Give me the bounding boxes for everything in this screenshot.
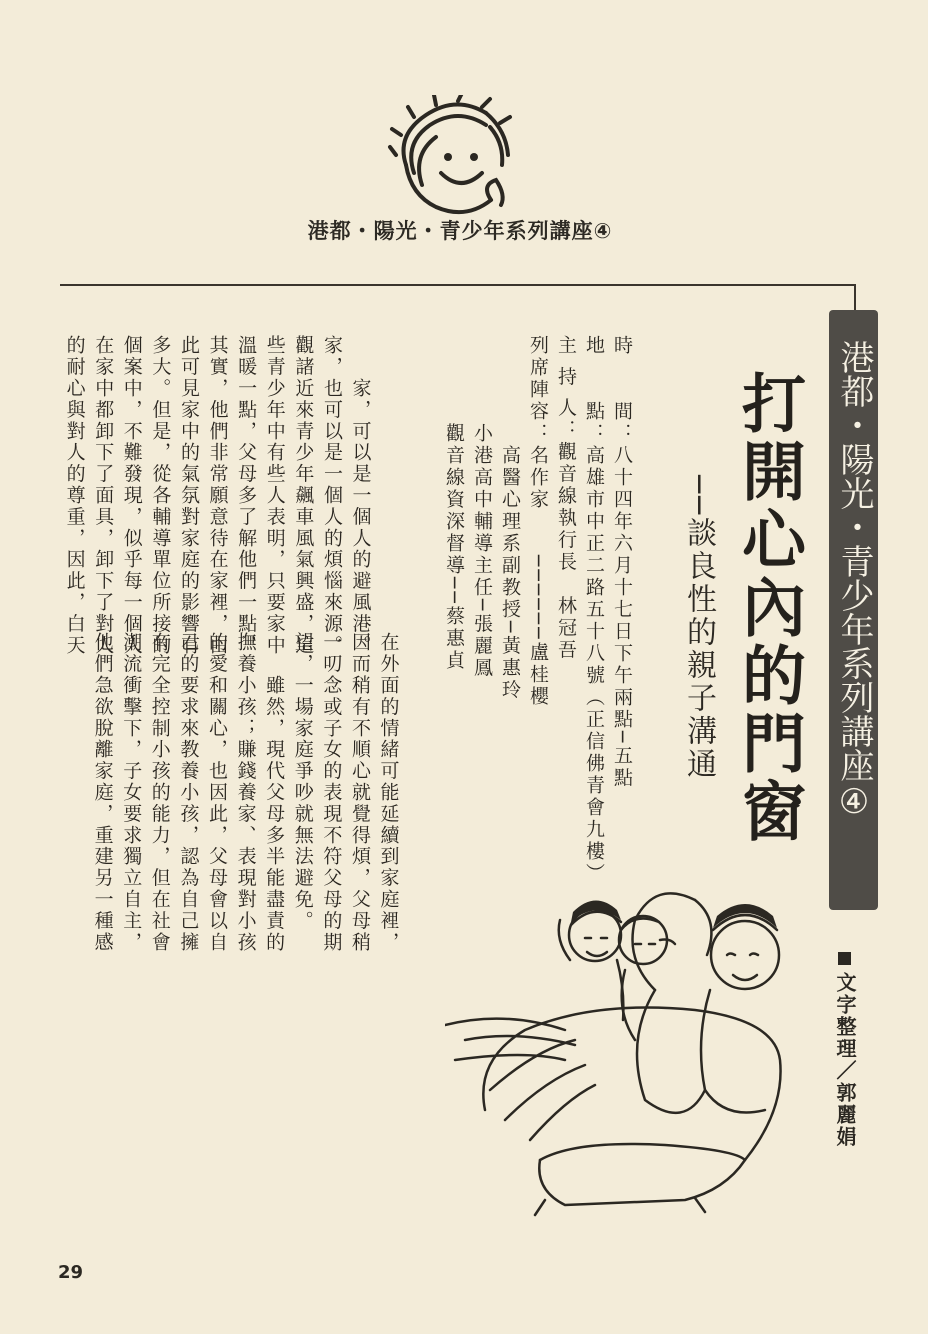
event-info [440,335,636,895]
body-line: 家，可以是一個人的避風港。 [349,335,372,656]
body-line: 多大。但是，從各輔導單位所接的 [149,335,172,656]
family-illustration-icon [445,860,790,1220]
credit-square-icon [838,952,851,965]
event-host: 主 持 人：觀音線執行長 林冠吾 [555,335,577,662]
series-heading: 港都・陽光・青少年系列講座④ [307,219,613,243]
body-line: 雖然，現代父母多半能盡責的 [263,632,286,953]
body-line: 些青少年中有些人表明，只要家中 [263,335,286,656]
article-title: 打開心內的門窗 [731,370,805,846]
body-line: 觀諸近來青少年飆車風氣興盛，這 [292,335,315,656]
body-line: 因而稍有不順心就覺得煩，父母稍 [348,632,371,953]
event-guest: 高醫心理系副教授─黃惠玲 [499,335,521,702]
body-line: 撫養小孩；賺錢養家、表現對小孩 [234,632,257,953]
event-guest: 小港高中輔導主任─張麗鳳 [471,335,493,680]
body-line: 的愛和關心，也因此，父母會以自 [205,632,228,953]
body-line: 個案中，不難發現，似乎每一個人 [120,335,143,656]
series-banner-text: 港都・陽光・青少年系列講座④ [834,340,874,822]
body-line: 望，一場家庭爭吵就無法避免。 [291,632,314,932]
body-line: 在外面的情緒可能延續到家庭裡， [377,632,400,953]
event-guests: 列席陣容：名作家 ──────盧桂櫻 [527,335,549,708]
body-text-lower [88,632,403,953]
body-line: 家，也可以是一個人的煩惱來源。 [320,335,343,656]
body-line: 己的要求來教養小孩，認為自己擁 [177,632,200,953]
event-time: 時 間：八十四年六月十七日下午兩點─五點 [611,335,633,790]
body-line: 有完全控制小孩的能力，但在社會 [148,632,171,953]
smiling-sun-logo-icon [386,95,521,225]
event-place: 地 點：高雄市中正二路五十八號（正信佛青會九樓） [583,335,605,885]
page-number: 29 [58,1262,84,1283]
event-guest: 觀音線資深督導──蔡惠貞 [443,335,465,672]
article-subtitle: ──談良性的親子溝通 [681,475,716,782]
body-line: 潮流衝擊下，子女要求獨立自主， [120,632,143,953]
body-line: 溫暖一點，父母多了解他們一點， [235,335,258,656]
author-credit: 文字整理／郭麗娟 [833,972,857,1148]
body-line: 此可見家中的氣氛對家庭的影響有 [177,335,200,656]
body-line: 其實，他們非常願意待在家裡，由 [206,335,229,656]
frame-top-line [60,284,855,286]
body-line: 的耐心與對人的尊重，因此，白天 [63,335,86,656]
body-line: 他們急欲脫離家庭，重建另一種感 [91,632,114,953]
body-line: 在家中都卸下了面具，卸下了對人 [92,335,115,656]
body-line: 一叨念或子女的表現不符父母的期 [320,632,343,953]
